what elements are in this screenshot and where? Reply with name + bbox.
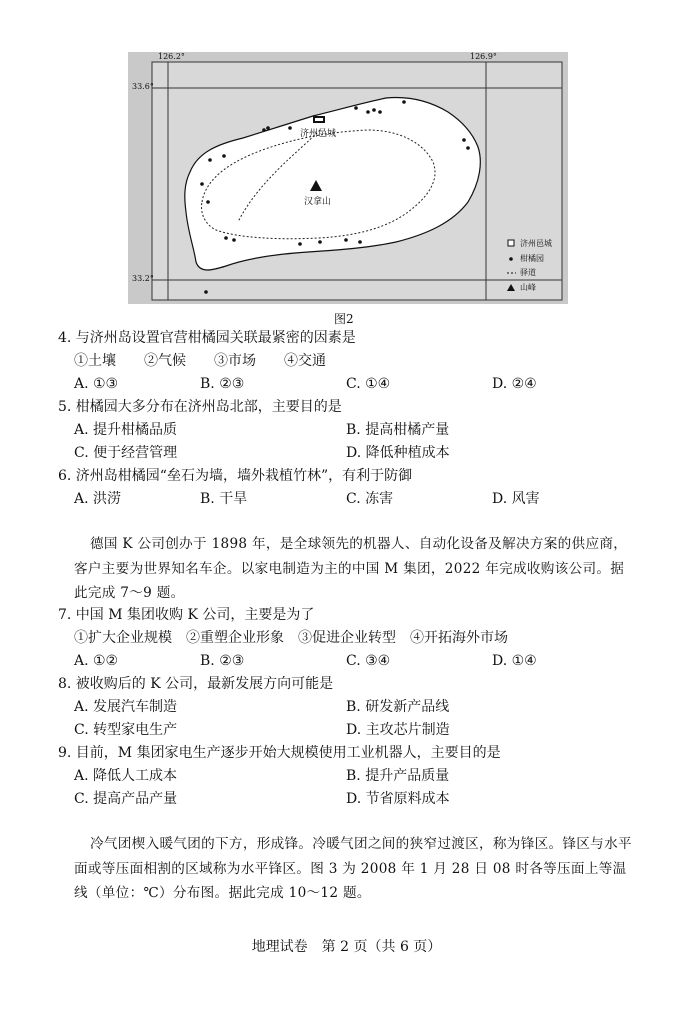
question-7-stem: 7. 中国 M 集团收购 K 公司，主要是为了 xyxy=(58,607,315,623)
lat-bottom-label: 33.2° xyxy=(132,274,154,283)
orchard-dot xyxy=(358,240,362,244)
legend-mountain-label: 山峰 xyxy=(520,283,536,292)
question-8-option-a: A. 发展汽车制造 xyxy=(74,699,178,715)
question-4-option-a: A. ①③ xyxy=(74,376,119,392)
orchard-dot xyxy=(208,158,212,162)
figure-caption: 图2 xyxy=(334,312,354,326)
orchard-dot xyxy=(344,238,348,242)
orchard-dot xyxy=(288,126,292,130)
orchard-dot xyxy=(266,126,270,130)
jeju-map-svg xyxy=(128,52,568,304)
question-6-stem: 6. 济州岛柑橘园“垒石为墙，墙外栽植竹林”，有利于防御 xyxy=(58,468,413,484)
question-7-option-b: B. ②③ xyxy=(200,653,245,669)
question-8-option-d: D. 主攻芯片制造 xyxy=(346,722,450,738)
question-5-stem: 5. 柑橘园大多分布在济州岛北部，主要目的是 xyxy=(58,399,342,415)
jeju-map-figure xyxy=(128,52,568,304)
question-9-stem: 9. 目前，M 集团家电生产逐步开始大规模使用工业机器人，主要目的是 xyxy=(58,745,501,761)
question-4-option-c: C. ①④ xyxy=(346,376,391,392)
legend-orchard-symbol xyxy=(509,257,513,261)
legend-city-label: 济州邑城 xyxy=(520,239,552,248)
question-9-option-c: C. 提高产品产量 xyxy=(74,791,178,807)
jeju-city-marker-inner xyxy=(315,118,323,121)
question-9-option-d: D. 节省原料成本 xyxy=(346,791,450,807)
orchard-dot xyxy=(402,100,406,104)
orchard-dot xyxy=(378,110,382,114)
legend-city-symbol xyxy=(508,240,514,246)
orchard-dot xyxy=(206,200,210,204)
question-5-option-b: B. 提高柑橘产量 xyxy=(346,422,450,438)
question-4-items: ①土壤 ②气候 ③市场 ④交通 xyxy=(74,353,326,369)
question-6-option-d: D. 风害 xyxy=(492,491,540,507)
question-4-stem: 4. 与济州岛设置官营柑橘园关联最紧密的因素是 xyxy=(58,330,356,346)
orchard-dot xyxy=(232,238,236,242)
legend-orchard-label: 柑橘园 xyxy=(520,254,544,263)
orchard-dot xyxy=(462,138,466,142)
orchard-dot xyxy=(366,110,370,114)
question-9-option-a: A. 降低人工成本 xyxy=(74,768,178,784)
question-5-option-a: A. 提升柑橘品质 xyxy=(74,422,178,438)
question-5-option-c: C. 便于经营管理 xyxy=(74,445,178,461)
question-7-option-a: A. ①② xyxy=(74,653,119,669)
lat-top-label: 33.6° xyxy=(132,82,154,91)
question-4-option-d: D. ②④ xyxy=(492,376,537,392)
city-label: 济州邑城 xyxy=(300,129,337,139)
question-4-option-b: B. ②③ xyxy=(200,376,245,392)
orchard-dot xyxy=(262,128,266,132)
passage-front-text: 冷气团楔入暖气团的下方，形成锋。冷暖气团之间的狭窄过渡区，称为锋区。锋区与水平面或等压面相割的区域称为水平锋区。图 3 为 2008 年 1 月 28 日 08 时各等压面上等温线（单位：℃）分布图。据此完成 10～12 题。 xyxy=(74,836,632,901)
question-7-items: ①扩大企业规模 ②重塑企业形象 ③促进企业转型 ④开拓海外市场 xyxy=(74,630,508,646)
orchard-dot xyxy=(298,242,302,246)
orchard-dot xyxy=(372,108,376,112)
orchard-dot xyxy=(466,146,470,150)
question-9-option-b: B. 提升产品质量 xyxy=(346,768,450,784)
question-6-option-c: C. 冻害 xyxy=(346,491,394,507)
question-7-option-c: C. ③④ xyxy=(346,653,391,669)
lon-left-label: 126.2° xyxy=(158,52,185,61)
passage-front xyxy=(74,832,634,906)
mountain-label: 汉拿山 xyxy=(304,197,332,207)
orchard-dot xyxy=(354,106,358,110)
lon-right-label: 126.9° xyxy=(470,52,497,61)
passage-k-company xyxy=(74,532,634,606)
page-footer: 地理试卷 第 2 页（共 6 页） xyxy=(251,939,442,955)
question-8-option-b: B. 研发新产品线 xyxy=(346,699,450,715)
orchard-dot xyxy=(204,290,208,294)
orchard-dot xyxy=(224,236,228,240)
question-6-option-a: A. 洪涝 xyxy=(74,491,122,507)
passage-k-company-text: 德国 K 公司创办于 1898 年，是全球领先的机器人、自动化设备及解决方案的供应商，客户主要为世界知名车企。以家电制造为主的中国 M 集团，2022 年完成收购该公司。据此完成 7～9 题。 xyxy=(74,536,628,601)
question-8-stem: 8. 被收购后的 K 公司，最新发展方向可能是 xyxy=(58,676,334,692)
legend-road-label: 驿道 xyxy=(520,268,536,277)
question-7-option-d: D. ①④ xyxy=(492,653,537,669)
question-6-option-b: B. 干旱 xyxy=(200,491,248,507)
question-5-option-d: D. 降低种植成本 xyxy=(346,445,450,461)
orchard-dot xyxy=(200,182,204,186)
orchard-dot xyxy=(318,240,322,244)
orchard-dot xyxy=(222,154,226,158)
question-8-option-c: C. 转型家电生产 xyxy=(74,722,178,738)
